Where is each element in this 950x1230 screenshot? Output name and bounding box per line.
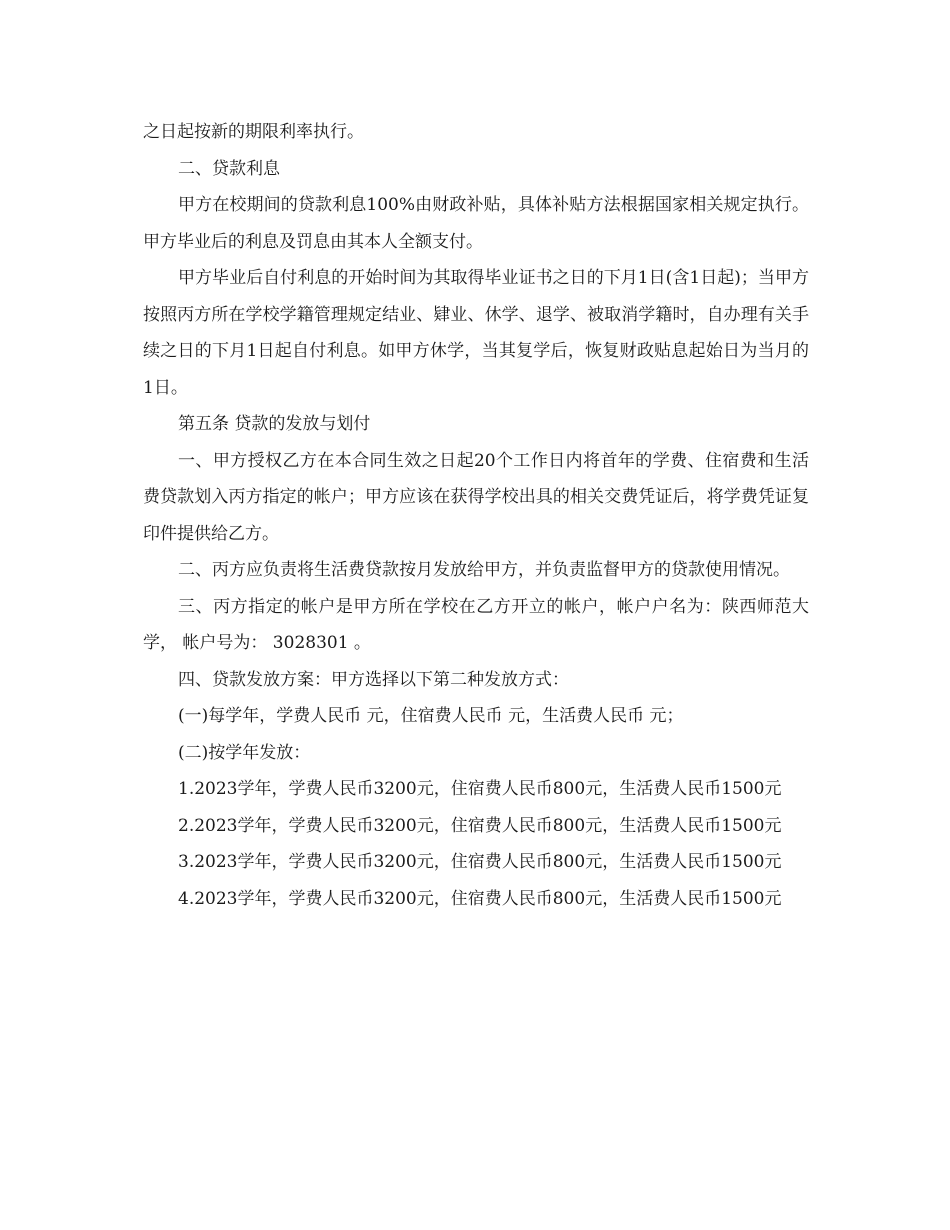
paragraph-rate-continuation: 之日起按新的期限利率执行。 (143, 122, 364, 142)
paragraph-option-two: (二)按学年发放： (178, 742, 311, 763)
list-item-year-3: 3.2023学年，学费人民币3200元，住宿费人民币800元，生活费人民币1500元 (178, 852, 782, 872)
document-body (143, 114, 809, 917)
heading-article-five: 第五条 贷款的发放与划付 (178, 414, 371, 434)
list-item-year-4: 4.2023学年，学费人民币3200元，住宿费人民币800元，生活费人民币1500元 (178, 888, 782, 909)
paragraph-authorization: 一、甲方授权乙方在本合同生效之日起20个工作日内将首年的学费、住宿费和生活费贷款划入丙方指定的帐户；甲方应该在获得学校出具的相关交费凭证后，将学费凭证复印件提供给乙方。 (143, 450, 809, 544)
paragraph-designated-account: 三、丙方指定的帐户是甲方所在学校在乙方开立的帐户，帐户户名为：陕西师范大学， 帐户号为： 3028301 。 (143, 596, 809, 653)
paragraph-living-expenses: 二、丙方应负责将生活费贷款按月发放给甲方，并负责监督甲方的贷款使用情况。 (178, 560, 790, 580)
paragraph-option-one: (一)每学年，学费人民币 元，住宿费人民币 元，生活费人民币 元； (178, 706, 684, 726)
paragraph-disbursement-plan: 四、贷款发放方案：甲方选择以下第二种发放方式： (178, 669, 569, 690)
paragraph-interest-subsidy: 甲方在校期间的贷款利息100%由财政补贴，具体补贴方法根据国家相关规定执行。甲方毕业后的利息及罚息由其本人全额支付。 (143, 195, 809, 252)
heading-loan-interest: 二、贷款利息 (178, 158, 280, 179)
list-item-year-2: 2.2023学年，学费人民币3200元，住宿费人民币800元，生活费人民币1500元 (178, 815, 782, 836)
list-item-year-1: 1.2023学年，学费人民币3200元，住宿费人民币800元，生活费人民币1500元 (178, 779, 782, 799)
paragraph-interest-start: 甲方毕业后自付利息的开始时间为其取得毕业证书之日的下月1日(含1日起)；当甲方按照丙方所在学校学籍管理规定结业、肄业、休学、退学、被取消学籍时，自办理有关手续之日的下月1日起自付利息。如甲方休学，当其复学后，恢复财政贴息起始日为当月的1日。 (143, 268, 809, 398)
